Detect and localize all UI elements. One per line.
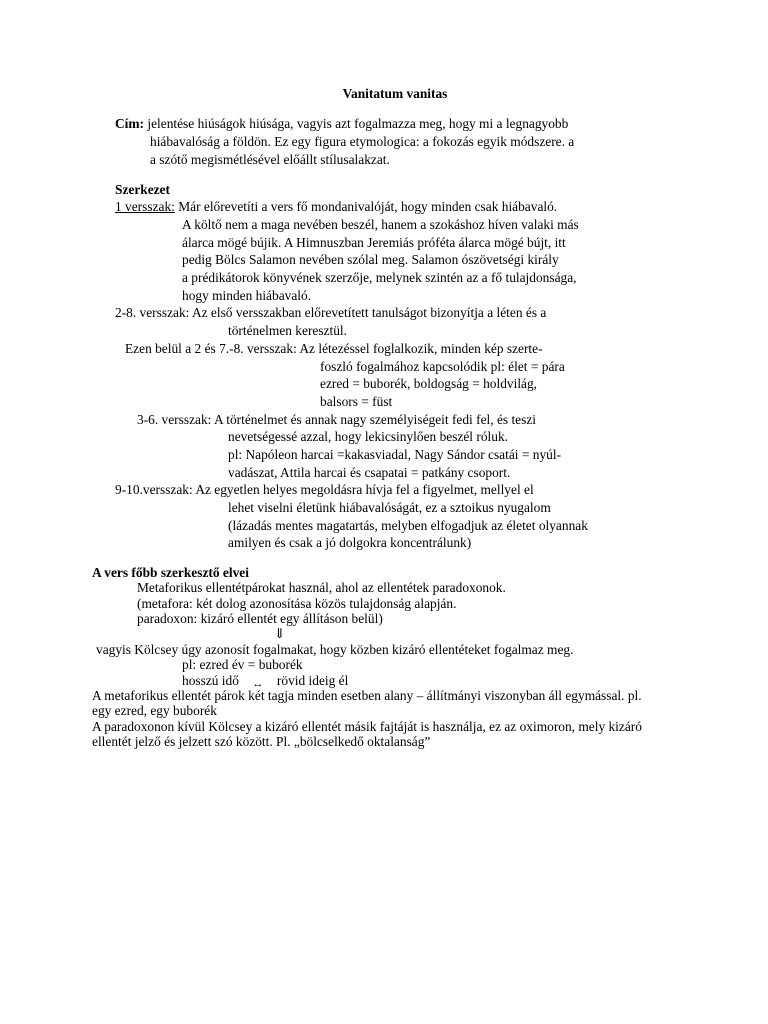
rovid-ideig-text: rövid ideig él	[276, 673, 349, 688]
elvek-line: Metaforikus ellentétpárokat használ, ahol az ellentétek paradoxonok.	[137, 580, 506, 595]
paragraph-2-line-1: A paradoxonon kívül Kölcsey a kizáró ellentét másik fajtáját is használja, ez az oximoron, mely kizáró	[92, 719, 642, 734]
verses-3-6-line-1: 3-6. versszak: A történelmet és annak nagy személyiségeit fedi fel, és teszi	[137, 412, 536, 427]
down-arrow-icon: ⇓	[274, 626, 286, 641]
cim-text-1: jelentése hiúságok hiúsága, vagyis azt fogalmazza meg, hogy mi a legnagyobb	[147, 116, 569, 131]
elvek-line: (metafora: két dolog azonosítása közös tulajdonság alapján.	[137, 596, 457, 611]
elvek-line: paradoxon: kizáró ellentét egy állításon belül)	[137, 611, 383, 626]
ezen-belul-line: foszló fogalmához kapcsolódik pl: élet = pára	[320, 359, 565, 374]
paragraph-1-line-1: A metaforikus ellentét párok két tagja minden esetben alany – állítmányi viszonyban áll egymással. pl.	[92, 688, 642, 703]
verse-1-label: 1 versszak:	[115, 199, 175, 214]
ezen-belul-line: ezred = buborék, boldogság = holdvilág,	[320, 376, 538, 391]
cim-line-3: a szótő megismétlésével előállt stílusalakzat.	[150, 152, 390, 167]
cim-label: Cím:	[115, 116, 145, 131]
verses-9-10-line-1: 9-10.versszak: Az egyetlen helyes megoldásra hívja fel a figyelmet, mellyel el	[115, 482, 534, 497]
vagyis-line: vagyis Kölcsey úgy azonosít fogalmakat, hogy közben kizáró ellentéteket fogalmaz meg.	[96, 642, 574, 657]
ezen-belul-line-1: Ezen belül a 2 és 7.-8. versszak: Az létezéssel foglalkozik, minden kép szerte-	[125, 341, 543, 356]
verse-1-line: a prédikátorok könyvének szerzője, melynek szintén az a fő tulajdonsága,	[182, 270, 577, 285]
verses-9-10-line: amilyen és csak a jó dolgokra koncentrálunk)	[228, 535, 472, 550]
verse-1-line: álarca mögé bújik. A Himnuszban Jeremiás próféta álarca mögé bújt, itt	[182, 235, 566, 250]
ezen-belul-line: balsors = füst	[320, 394, 393, 409]
verses-9-10-line: (lázadás mentes magatartás, melyben elfogadjuk az életet olyannak	[228, 518, 588, 533]
verse-1-line-1	[115, 198, 557, 215]
document-title: Vanitatum vanitas	[342, 86, 448, 101]
verses-2-8-line-1: 2-8. versszak: Az első versszakban előrevetített tanulságot bizonyítja a léten és a	[115, 305, 547, 320]
elvek-heading: A vers főbb szerkesztő elvei	[92, 565, 249, 580]
cim-line-1	[115, 115, 568, 132]
verse-1-line: pedig Bölcs Salamon nevében szólal meg. Salamon ószövetségi király	[182, 252, 559, 267]
paragraph-1-line-2: egy ezred, egy buborék	[92, 703, 217, 718]
verses-3-6-line: vadászat, Attila harcai és csapatai = patkány csoport.	[228, 465, 511, 480]
verse-1-line: hogy minden hiábavaló.	[182, 288, 312, 303]
verses-3-6-line: nevetségessé azzal, hogy lekicsinylően beszél róluk.	[228, 429, 508, 444]
verse-1-text-1: Már előrevetíti a vers fő mondanivalóját, hogy minden csak hiábavaló.	[178, 199, 558, 214]
double-arrow-icon: ↔	[252, 678, 264, 690]
verses-3-6-line: pl: Napóleon harcai =kakasviadal, Nagy Sándor csatái = nyúl-	[228, 447, 562, 462]
hosszu-ido-text: hosszú idő	[182, 673, 239, 688]
pl-ezred-line: pl: ezred év = buborék	[182, 657, 303, 672]
verse-1-line: A költő nem a maga nevében beszél, hanem a szokáshoz híven valaki más	[182, 217, 579, 232]
cim-line-2: hiábavalóság a földön. Ez egy figura etymologica: a fokozás egyik módszere. a	[150, 134, 575, 149]
szerkezet-heading: Szerkezet	[115, 182, 171, 197]
verses-9-10-line: lehet viselni életünk hiábavalóságát, ez a sztoikus nyugalom	[228, 500, 551, 515]
verses-2-8-line-2: történelmen keresztül.	[228, 323, 347, 338]
paragraph-2-line-2: ellentét jelző és jelzett szó között. Pl. „bölcselkedő oktalanság”	[92, 734, 431, 749]
